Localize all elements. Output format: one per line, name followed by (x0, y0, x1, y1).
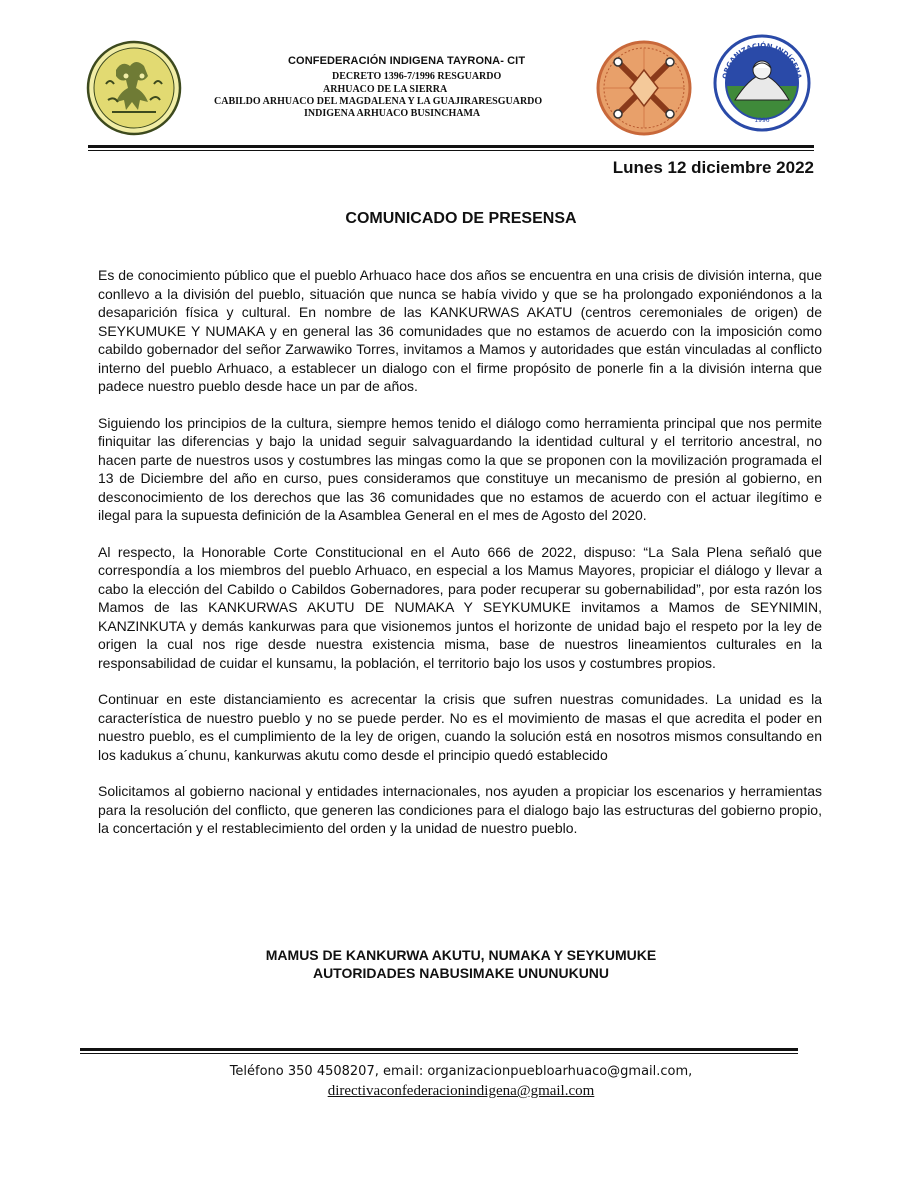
document-date: Lunes 12 diciembre 2022 (612, 158, 814, 177)
document-title: COMUNICADO DE PRESENSA (345, 210, 577, 227)
document-body (98, 266, 822, 856)
signature-line-1: MAMUS DE KANKURWA AKUTU, NUMAKA Y SEYKUMUKE (265, 947, 657, 963)
header-organization-name: CONFEDERACIÓN INDIGENA TAYRONA- CIT (288, 55, 526, 67)
paragraph-3: Al respecto, la Honorable Corte Constitucional en el Auto 666 de 2022, dispuso: “La Sala Plena señaló que correspondía a los miembros del pueblo Arhuaco, en especial a los Mamus Mayores, propiciar el diálogo y llevar a cabo la elección del Cabildo o Cabildos Gobernadores, para poder recuperar su gobernabilidad”, por esta razón los Mamos de las KANKURWAS AKUTU DE NUMAKA Y SEYKUMUKE invitamos a Mamos de SEYNIMIN, KANZINKUTA y demás kankurwas para que visionemos juntos el horizonte de unidad bajo el respeto por la ley de origen la cual nos rige desde nuestra existencia misma, base de nuestros lineamientos culturales en la responsabilidad de cuidar el kunsamu, la población, el territorio bajo los usos y costumbres propios. (98, 543, 822, 671)
seal-right-year: 1996 (754, 117, 770, 124)
footer-divider-thick (80, 1048, 798, 1051)
paragraph-1: Es de conocimiento público que el pueblo Arhuaco hace dos años se encuentra en una crisis de división interna, que conllevo a la división del pueblo, situación que nunca se había vivido y que se ha prolongado exponiéndonos a la desaparición física y cultural. En nombre de las KANKURWAS AKATU (centros ceremoniales de origen) de SEYKUMUKE Y NUMAKA y en general las 36 comunidades que no estamos de acuerdo con la imposición como cabildo gobernador del señor Zarwawiko Torres, invitamos a Mamos y autoridades que están vinculadas al conflicto interno del pueblo Arhuaco, a establecer un dialogo con el firme propósito de ponerle fin a la división interna que padece nuestro pueblo desde hace un par de años. (98, 267, 822, 394)
header-line-decree: DECRETO 1396-7/1996 RESGUARDO (332, 71, 502, 82)
header-divider-thick (88, 145, 814, 148)
seal-right-text: ORGANIZACIÓN INDÍGENA (721, 41, 803, 80)
footer-email-link[interactable]: directivaconfederacionindigena@gmail.com (327, 1083, 595, 1099)
signature-block (0, 946, 922, 982)
seal-right-logo (713, 34, 811, 132)
header-line-cabildo: CABILDO ARHUACO DEL MAGDALENA Y LA GUAJIRARESGUARDO (214, 96, 543, 107)
signature-line-2: AUTORIDADES NABUSIMAKE UNUNUKUNU (312, 965, 610, 981)
paragraph-4: Continuar en este distanciamiento es acrecentar la crisis que sufren nuestras comunidades. La unidad es la característica de nuestro pueblo y no se puede perder. No es el movimiento de masas el que acredita el poder en nuestro pueblo, es el cumplimiento de la ley de origen, cuando la solución está en nosotros mismos consultando en los kadukus a´chunu, kankurwas akutu como desde el principio quedó establecido (98, 691, 822, 763)
seal-center-logo (596, 40, 692, 136)
seal-left-logo (86, 40, 182, 136)
header-line-sierra: ARHUACO DE LA SIERRA (323, 84, 448, 95)
paragraph-5: Solicitamos al gobierno nacional y entidades internacionales, nos ayuden a propiciar los escenarios y herramientas para la resolución del conflicto, que generen las condiciones para el dialogo bajo las estructuras del gobierno propio, la concertación y el restablecimiento del orden y la unidad de nuestro pueblo. (98, 783, 822, 836)
header-line-resguardo: INDIGENA ARHUACO BUSINCHAMA (304, 108, 481, 119)
footer-divider-thin (80, 1053, 798, 1054)
header-divider-thin (88, 150, 814, 151)
paragraph-2: Siguiendo los principios de la cultura, siempre hemos tenido el diálogo como herramienta principal que nos permite finiquitar las diferencias y bajo la unidad seguir salvaguardando la identidad cultural y el territorio ancestral, no hacen parte de nuestros usos y costumbres las mingas como la que se proponen con la movilización programada el 13 de Diciembre del año en curso, pues consideramos que constituye un mecanismo de presión al gobierno, en desconocimiento de los derechos que las 36 comunidades que no estamos de acuerdo con el actuar ilegítimo e ilegal para la supuesta definición de la Asamblea General en el mes de Agosto del 2020. (98, 414, 822, 523)
footer-contact: Teléfono 350 4508207, email: organizacionpuebloarhuaco@gmail.com, (229, 1064, 693, 1079)
